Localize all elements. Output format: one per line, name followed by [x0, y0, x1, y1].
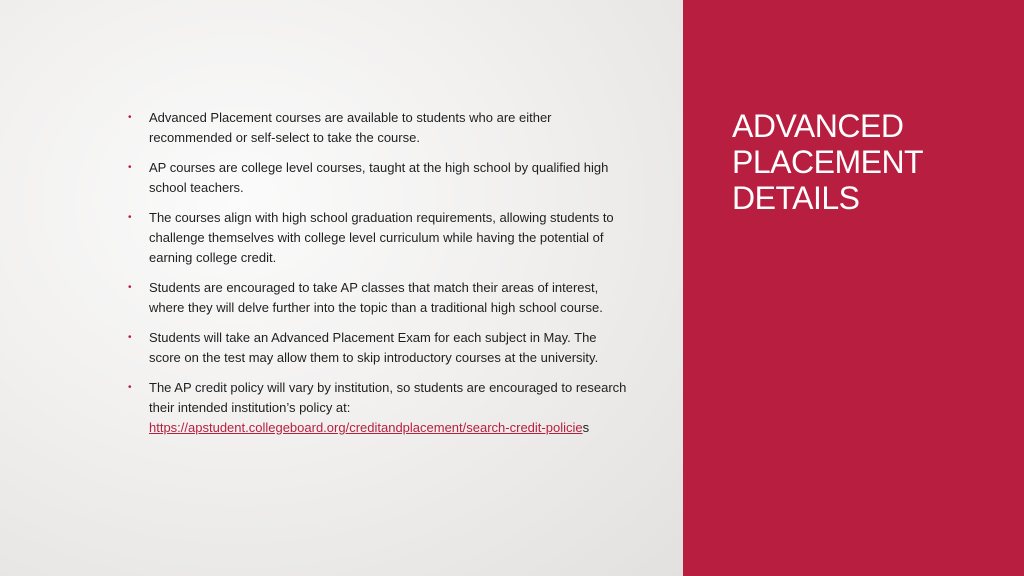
bullet-dot-icon: • — [128, 282, 132, 293]
bullet-text: Advanced Placement courses are available to students who are either recommended or self-select to take the course. — [149, 110, 552, 145]
bullet-item — [127, 278, 627, 318]
bullet-dot-icon: • — [128, 212, 132, 223]
credit-policy-link-tail: s — [582, 420, 590, 435]
bullet-item — [127, 328, 627, 368]
bullet-dot-icon: • — [128, 162, 132, 173]
bullet-dot-icon: • — [128, 332, 132, 343]
slide-title-line: ADVANCED — [732, 108, 904, 144]
bullet-item — [127, 108, 627, 148]
bullet-text: The courses align with high school graduation requirements, allowing students to challenge themselves with college level curriculum while having the potential of earning college credit. — [149, 210, 614, 265]
title-panel — [683, 0, 1024, 576]
slide-title — [732, 108, 1002, 216]
bullet-text: Students are encouraged to take AP classes that match their areas of interest, where they will delve further into the topic than a traditional high school course. — [149, 280, 603, 315]
bullet-text: The AP credit policy will vary by institution, so students are encouraged to research their intended institution’s policy at: — [149, 380, 627, 415]
bullet-item — [127, 158, 627, 198]
bullet-list — [127, 108, 627, 448]
bullet-text: AP courses are college level courses, taught at the high school by qualified high school teachers. — [149, 160, 609, 195]
bullet-text: Students will take an Advanced Placement Exam for each subject in May. The score on the test may allow them to skip introductory courses at the university. — [149, 330, 599, 365]
credit-policy-link[interactable]: https://apstudent.collegeboard.org/creditandplacement/search-credit-policie — [149, 420, 583, 435]
bullet-dot-icon: • — [128, 382, 132, 393]
bullet-item — [127, 378, 627, 438]
bullet-item — [127, 208, 627, 268]
bullet-dot-icon: • — [128, 112, 132, 123]
slide-title-line: DETAILS — [732, 180, 860, 216]
slide-title-line: PLACEMENT — [732, 144, 924, 180]
